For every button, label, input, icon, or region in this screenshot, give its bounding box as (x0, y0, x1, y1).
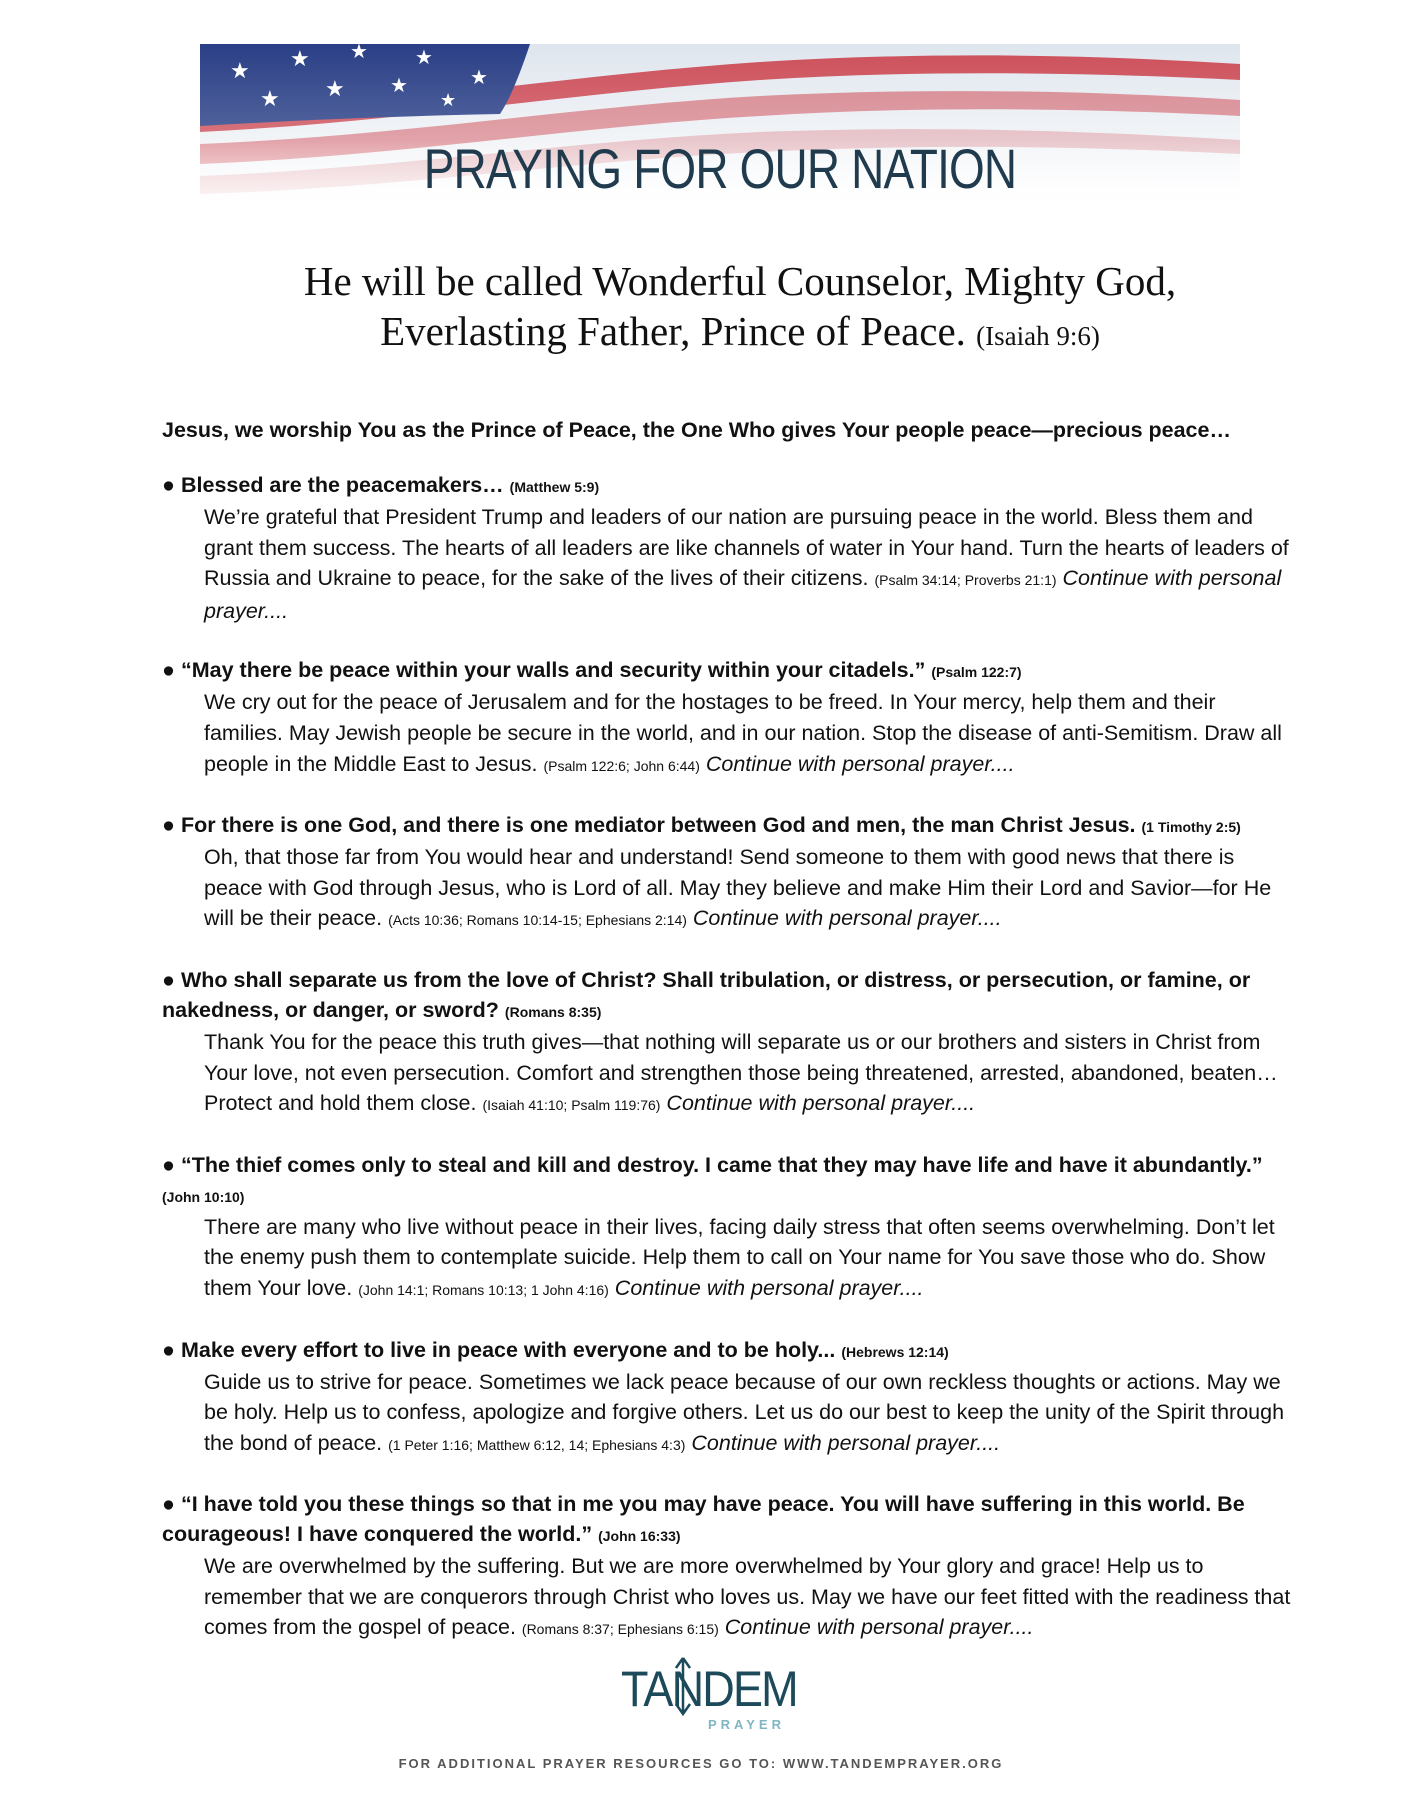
prayer-heading-text: “May there be peace within your walls and security within your citadels.” (180, 658, 926, 683)
prayer-citations: (Psalm 34:14; Proverbs 21:1) (874, 572, 1057, 589)
prayer-body (162, 1367, 1292, 1461)
prayer-heading (162, 810, 1292, 842)
prayer-heading-text: Make every effort to live in peace with everyone and to be holy... (180, 1337, 836, 1362)
prayer-body (162, 842, 1292, 936)
prayer-body-text: There are many who live without peace in their lives, facing daily stress that often seems overwhelming. Don’t let the enemy push them to contemplate suicide. Help them to call on Your name for You save those who do. Show them Your love. (204, 1214, 1275, 1300)
prayer-item (162, 655, 1292, 781)
prayer-body-text: We are overwhelmed by the suffering. But we are more overwhelmed by Your glory and grace! Help us to remember that we are conquerors through Christ who loves us. May we have our feet fitted with the readiness that comes from the gospel of peace. (204, 1554, 1291, 1640)
prayer-continue: Continue with personal prayer.... (614, 1275, 924, 1300)
prayer-body-text: We’re grateful that President Trump and leaders of our nation are pursuing peace in the world. Bless them and grant them success. The hearts of all leaders are like channels of water in Your hand. Turn the hearts of leaders of Russia and Ukraine to peace, for the sake of the lives of their citizens. (204, 505, 1289, 591)
bullet: ● (162, 1492, 175, 1517)
prayer-heading-ref: (Romans 8:35) (504, 1003, 602, 1020)
intro-text: Jesus, we worship You as the Prince of Peace, the One Who gives Your people peace—precious peace… (162, 418, 1231, 442)
prayer-body-text: Oh, that those far from You would hear and understand! Send someone to them with good news that there is peace with God through Jesus, who is Lord of all. May they believe and make Him their Lord and Savior—for He will be their peace. (204, 845, 1272, 931)
footer-resources-line: FOR ADDITIONAL PRAYER RESOURCES GO TO: WWW.TANDEMPRAYER.ORG (398, 1756, 1004, 1771)
prayer-item (162, 1150, 1292, 1306)
headline-line-2 (150, 306, 1330, 361)
prayer-heading-ref: (Hebrews 12:14) (841, 1343, 949, 1360)
prayer-continue: Continue with personal prayer.... (705, 751, 1015, 776)
prayer-continue: Continue with personal prayer.... (692, 906, 1002, 931)
prayer-heading-text: For there is one God, and there is one mediator between God and men, the man Christ Jesus. (180, 813, 1136, 838)
prayer-heading (162, 1489, 1292, 1551)
prayer-item (162, 810, 1292, 936)
banner-title: PRAYING FOR OUR NATION (423, 137, 1017, 200)
prayer-continue: Continue with personal prayer.... (724, 1615, 1034, 1640)
bullet: ● (162, 1337, 175, 1362)
prayer-heading-ref: (1 Timothy 2:5) (1141, 819, 1241, 836)
prayer-list (162, 470, 1292, 1674)
prayer-body (162, 687, 1292, 781)
prayer-body-text: Guide us to strive for peace. Sometimes we lack peace because of our own reckless thoughts or actions. May we be holy. Help us to confess, apologize and forgive others. Let us do our best to keep the unity of the Spirit through the bond of peace. (204, 1369, 1285, 1455)
headline-line-1: He will be called Wonderful Counselor, Mighty God, (303, 258, 1177, 304)
bullet: ● (162, 1152, 175, 1177)
logo-subtitle: PRAYER (708, 1717, 785, 1732)
prayer-heading (162, 1335, 1292, 1367)
prayer-item (162, 965, 1292, 1121)
header-banner (200, 44, 1240, 216)
prayer-citations: (1 Peter 1:16; Matthew 6:12, 14; Ephesians 4:3) (388, 1436, 686, 1453)
prayer-heading-ref: (Matthew 5:9) (509, 479, 600, 495)
prayer-item (162, 1489, 1292, 1645)
prayer-body (162, 1212, 1292, 1306)
prayer-item (162, 1335, 1292, 1461)
bullet: ● (162, 813, 175, 838)
bullet: ● (162, 473, 175, 497)
prayer-heading-ref: (Psalm 122:7) (931, 664, 1022, 681)
prayer-heading (162, 1150, 1292, 1212)
prayer-continue: Continue with personal prayer.... (691, 1430, 1001, 1455)
headline-line-2-text: Everlasting Father, Prince of Peace. (380, 308, 966, 354)
prayer-heading (162, 655, 1292, 687)
prayer-continue: Continue with personal prayer.... (666, 1091, 976, 1116)
prayer-citations: (Acts 10:36; Romans 10:14-15; Ephesians 2:14) (388, 912, 687, 929)
prayer-citations: (Romans 8:37; Ephesians 6:15) (521, 1621, 719, 1638)
headline-verse (150, 256, 1330, 361)
prayer-citations: (Psalm 122:6; John 6:44) (543, 757, 700, 774)
prayer-body-text: We cry out for the peace of Jerusalem and for the hostages to be freed. In Your mercy, help them and their families. May Jewish people be secure in the world, and in our nation. Stop the disease of anti-Semitism. Draw all people in the Middle East to Jesus. (204, 690, 1282, 776)
prayer-heading-text: “The thief comes only to steal and kill and destroy. I came that they may have life and have it abundantly.” (180, 1152, 1263, 1177)
prayer-item (162, 470, 1292, 626)
prayer-continue: Continue with personal prayer.... (204, 566, 1282, 623)
prayer-citations: (Isaiah 41:10; Psalm 119:76) (482, 1097, 661, 1114)
prayer-heading-ref: (John 16:33) (598, 1528, 681, 1545)
prayer-heading-text: Who shall separate us from the love of Christ? Shall tribulation, or distress, or persecution, or famine, or nakedness, or danger, or sword? (162, 967, 1251, 1022)
tandem-prayer-logo (612, 1654, 797, 1740)
prayer-heading (162, 965, 1292, 1027)
prayer-heading-text: “I have told you these things so that in me you may have peace. You will have suffering in this world. Be courageous! I have conquered the world.” (162, 1492, 1245, 1547)
prayer-heading-text: Blessed are the peacemakers… (180, 473, 504, 497)
prayer-body (162, 1551, 1292, 1645)
logo-wordmark: TANDEM (621, 1661, 797, 1717)
prayer-heading (162, 470, 1292, 502)
headline-reference: (Isaiah 9:6) (976, 321, 1100, 351)
prayer-body (162, 502, 1292, 626)
prayer-body-text: Thank You for the peace this truth gives—that nothing will separate us or our brothers and sisters in Christ from Your love, not even persecution. Comfort and strengthen those being threatened, arrested, abandoned, beaten… Protect and hold them close. (204, 1029, 1278, 1116)
prayer-heading-ref: (John 10:10) (162, 1188, 245, 1205)
bullet: ● (162, 967, 175, 992)
prayer-body (162, 1027, 1292, 1121)
prayer-citations: (John 14:1; Romans 10:13; 1 John 4:16) (358, 1281, 609, 1298)
bullet: ● (162, 658, 175, 683)
